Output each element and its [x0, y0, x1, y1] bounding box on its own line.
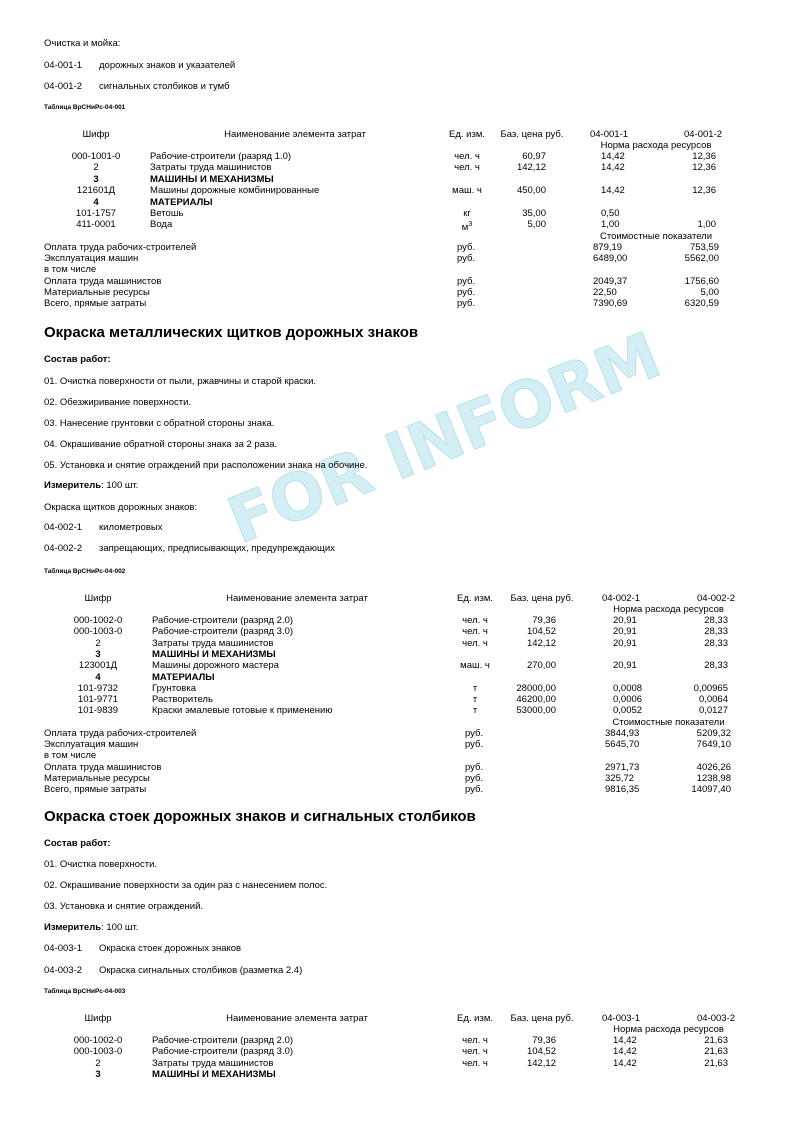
works-label: Состав работ: — [44, 354, 111, 365]
cost-name: в том числе — [44, 750, 97, 762]
row-value-1: 0,50 — [601, 208, 620, 219]
col-head-price: Баз. цена руб. — [510, 593, 574, 604]
work-item: 03. Установка и снятие ограждений. — [44, 901, 204, 912]
row-name: МАШИНЫ И МЕХАНИЗМЫ — [152, 1068, 276, 1080]
measure-value: : 100 шт. — [101, 480, 139, 491]
row-unit: чел. ч — [462, 637, 488, 649]
cost-name: Оплата труда машинистов — [44, 761, 162, 773]
norm-label: Норма расхода ресурсов — [600, 140, 712, 151]
cost-value-1: 2049,37 — [593, 275, 628, 287]
cost-value-1: 22,50 — [593, 287, 617, 298]
row-shifr: 4 — [93, 196, 99, 208]
row-value-2: 1,00 — [697, 219, 716, 231]
cost-value-2: 6320,59 — [684, 298, 719, 310]
row-name: Затраты труда машинистов — [150, 162, 272, 174]
cost-value-1: 5645,70 — [605, 739, 640, 750]
cost-value-1: 879,19 — [593, 241, 623, 253]
row-value-1: 20,91 — [613, 615, 637, 626]
row-name: Машины дорожные комбинированные — [150, 185, 320, 197]
item-text: Окраска стоек дорожных знаков — [99, 943, 242, 954]
cost-value-2: 5,00 — [700, 287, 719, 298]
row-value-2: 0,0064 — [698, 694, 728, 706]
row-price: 142,12 — [516, 162, 546, 174]
cost-label: Стоимостные показатели — [599, 230, 713, 242]
row-shifr: 000-1003-0 — [73, 1046, 123, 1058]
cost-unit: руб. — [465, 739, 484, 750]
section-title: Окраска металлических щитков дорожных знаков — [44, 324, 419, 341]
row-name: Машины дорожного мастера — [152, 660, 279, 672]
row-value-2: 12,36 — [692, 185, 716, 197]
row-unit: чел. ч — [462, 1057, 488, 1069]
row-name: МАТЕРИАЛЫ — [150, 196, 213, 208]
row-value-2: 28,33 — [704, 660, 728, 672]
work-item: 03. Нанесение грунтовки с обратной стороны знака. — [44, 418, 275, 429]
table-label: Таблица ВрСНиРс-04-002 — [44, 568, 126, 575]
measure-label: Измеритель — [44, 480, 102, 491]
cost-value-2: 14097,40 — [691, 784, 731, 796]
intro-text: Очистка и мойка: — [44, 38, 121, 49]
col-head-unit: Ед. изм. — [449, 129, 485, 140]
measure-value: : 100 шт. — [101, 922, 139, 933]
row-shifr: 3 — [93, 173, 99, 185]
row-shifr: 101-9771 — [77, 694, 119, 706]
row-unit: кг — [463, 208, 471, 219]
row-price: 79,36 — [532, 615, 556, 626]
row-unit: чел. ч — [462, 1046, 488, 1058]
col-head-name: Наименование элемента затрат — [226, 593, 368, 604]
row-price: 104,52 — [526, 626, 556, 638]
cost-value-2: 753,59 — [689, 241, 719, 253]
cost-value-2: 5209,32 — [696, 727, 731, 739]
row-value-2: 21,63 — [704, 1046, 728, 1058]
row-price: 60,97 — [522, 151, 546, 162]
row-price: 142,12 — [526, 637, 556, 649]
row-unit: маш. ч — [460, 660, 490, 672]
row-name: Грунтовка — [152, 682, 197, 694]
cost-unit: руб. — [465, 761, 484, 773]
row-unit: чел. ч — [454, 162, 480, 174]
col-head-c2: 04-003-2 — [696, 1013, 736, 1024]
norm-label: Норма расхода ресурсов — [613, 1024, 724, 1035]
row-price: 35,00 — [522, 208, 546, 219]
row-value-1: 14,42 — [613, 1046, 637, 1058]
table-label: Таблица ВрСНиРс-04-003 — [44, 988, 126, 995]
row-value-2: 21,63 — [704, 1057, 728, 1069]
works-label: Состав работ: — [44, 838, 111, 849]
row-name: МАШИНЫ И МЕХАНИЗМЫ — [152, 648, 276, 660]
cost-unit: руб. — [457, 298, 476, 310]
work-item: 02. Обезжиривание поверхности. — [44, 397, 192, 408]
row-value-2: 12,36 — [692, 162, 716, 174]
cost-value-2: 7649,10 — [696, 739, 731, 750]
row-name: Вода — [150, 219, 173, 231]
row-unit: чел. ч — [462, 1035, 488, 1046]
cost-name: Эксплуатация машин — [44, 253, 139, 265]
row-price: 104,52 — [526, 1046, 556, 1058]
cost-value-2: 4026,26 — [696, 761, 731, 773]
row-unit: чел. ч — [462, 626, 488, 638]
row-name: Ветошь — [150, 208, 184, 219]
row-shifr: 123001Д — [78, 660, 118, 672]
norm-label: Норма расхода ресурсов — [613, 604, 724, 615]
row-name: Рабочие-строители (разряд 2.0) — [152, 1035, 294, 1046]
table-label: Таблица ВрСНиРс-04-001 — [44, 104, 126, 111]
cost-value-1: 7390,69 — [593, 298, 628, 310]
col-head-shifr: Шифр — [84, 593, 112, 604]
item-text: километровых — [99, 522, 163, 533]
row-value-1: 20,91 — [613, 660, 637, 672]
row-name: Растворитель — [152, 694, 213, 706]
col-head-c1: 04-002-1 — [601, 593, 641, 604]
cost-unit: руб. — [457, 253, 476, 265]
row-unit: $м^3$ — [461, 221, 473, 234]
work-item: 05. Установка и снятие ограждений при расположении знака на обочине. — [44, 460, 368, 471]
cost-unit: руб. — [465, 784, 484, 796]
row-value-1: 14,42 — [601, 185, 625, 197]
row-value-2: 0,00965 — [693, 682, 728, 694]
row-name: Затраты труда машинистов — [152, 1057, 274, 1069]
row-name: Рабочие-строители (разряд 1.0) — [150, 151, 292, 162]
col-head-shifr: Шифр — [82, 129, 110, 140]
row-name: МАТЕРИАЛЫ — [152, 671, 215, 683]
cost-name: Оплата труда рабочих-строителей — [44, 241, 197, 253]
cost-unit: руб. — [457, 275, 476, 287]
row-shifr: 2 — [95, 637, 101, 649]
row-price: 142,12 — [526, 1057, 556, 1069]
row-value-1: 0,0052 — [613, 705, 643, 717]
row-name: Рабочие-строители (разряд 3.0) — [152, 626, 294, 638]
row-price: 5,00 — [527, 219, 546, 231]
col-head-c2: 04-001-2 — [683, 129, 723, 140]
cost-value-1: 3844,93 — [605, 727, 640, 739]
row-price: 53000,00 — [516, 705, 556, 717]
item-code: 04-002-2 — [44, 543, 83, 554]
col-head-name: Наименование элемента затрат — [226, 1013, 368, 1024]
row-price: 270,00 — [526, 660, 556, 672]
item-text: дорожных знаков и указателей — [99, 60, 236, 71]
section-title: Окраска стоек дорожных знаков и сигнальных столбиков — [44, 808, 476, 825]
row-unit: т — [472, 705, 478, 717]
cost-name: Оплата труда рабочих-строителей — [44, 727, 197, 739]
cost-unit: руб. — [465, 727, 484, 739]
cost-unit: руб. — [457, 287, 476, 298]
row-shifr: 4 — [95, 671, 101, 683]
row-price: 79,36 — [532, 1035, 556, 1046]
cost-name: Оплата труда машинистов — [44, 275, 162, 287]
col-head-c1: 04-003-1 — [601, 1013, 641, 1024]
work-item: 01. Очистка поверхности. — [44, 859, 158, 870]
measure — [44, 480, 138, 491]
row-unit: чел. ч — [454, 151, 480, 162]
row-value-1: 20,91 — [613, 626, 637, 638]
col-head-c2: 04-002-2 — [696, 593, 736, 604]
row-value-2: 12,36 — [692, 151, 716, 162]
item-code: 04-001-1 — [44, 60, 83, 71]
row-name: Затраты труда машинистов — [152, 637, 274, 649]
row-value-2: 28,33 — [704, 626, 728, 638]
row-shifr: 101-9732 — [77, 682, 119, 694]
item-code: 04-001-2 — [44, 81, 83, 92]
row-value-1: 0,0008 — [613, 682, 643, 694]
col-head-price: Баз. цена руб. — [510, 1013, 574, 1024]
cost-name: Материальные ресурсы — [44, 772, 150, 784]
col-head-unit: Ед. изм. — [457, 1013, 493, 1024]
cost-value-1: 2971,73 — [605, 761, 640, 773]
row-value-1: 14,42 — [601, 162, 625, 174]
row-name: МАШИНЫ И МЕХАНИЗМЫ — [150, 173, 274, 185]
row-value-2: 0,0127 — [698, 705, 728, 717]
unit-superscript: 3 — [468, 221, 473, 229]
row-price: 28000,00 — [516, 682, 556, 694]
row-unit: т — [472, 682, 478, 694]
cost-value-1: 6489,00 — [593, 253, 628, 265]
row-shifr: 000-1001-0 — [71, 151, 121, 162]
cost-value-2: 1238,98 — [696, 772, 731, 784]
col-head-shifr: Шифр — [84, 1013, 112, 1024]
row-shifr: 000-1002-0 — [73, 615, 123, 626]
row-shifr: 411-0001 — [76, 219, 116, 231]
item-code: 04-002-1 — [44, 522, 83, 533]
row-value-1: 14,42 — [601, 151, 625, 162]
cost-label: Стоимостные показатели — [612, 716, 725, 728]
row-shifr: 000-1003-0 — [73, 626, 123, 638]
row-value-1: 14,42 — [613, 1035, 637, 1046]
item-text: сигнальных столбиков и тумб — [99, 81, 230, 92]
row-price: 46200,00 — [516, 694, 556, 706]
cost-name: в том числе — [44, 264, 97, 276]
cost-name: Материальные ресурсы — [44, 287, 150, 298]
cost-value-1: 325,72 — [605, 772, 635, 784]
col-head-name: Наименование элемента затрат — [224, 129, 366, 140]
cost-name: Всего, прямые затраты — [44, 298, 147, 310]
measure — [44, 922, 138, 933]
cost-value-2: 5562,00 — [684, 253, 719, 265]
row-value-1: 20,91 — [613, 637, 637, 649]
cost-name: Всего, прямые затраты — [44, 784, 147, 796]
row-name: Краски эмалевые готовые к применению — [152, 705, 333, 717]
row-value-2: 28,33 — [704, 637, 728, 649]
item-code: 04-003-2 — [44, 965, 83, 976]
watermark-text: FOR INFORM.RU — [218, 297, 682, 560]
row-name: Рабочие-строители (разряд 2.0) — [152, 615, 294, 626]
cost-value-2: 1756,60 — [684, 275, 719, 287]
work-item: 01. Очистка поверхности от пыли, ржавчины и старой краски. — [44, 376, 317, 387]
row-value-1: 1,00 — [601, 219, 620, 231]
row-unit: маш. ч — [452, 185, 482, 197]
row-unit: т — [472, 694, 478, 706]
row-value-1: 14,42 — [613, 1057, 637, 1069]
cost-name: Эксплуатация машин — [44, 739, 139, 750]
item-text: запрещающих, предписывающих, предупреждающих — [99, 543, 335, 554]
col-head-c1: 04-001-1 — [589, 129, 629, 140]
item-text: Окраска сигнальных столбиков (разметка 2.4) — [99, 965, 303, 976]
row-shifr: 101-9839 — [77, 705, 119, 717]
row-shifr: 2 — [95, 1057, 101, 1069]
item-code: 04-003-1 — [44, 943, 83, 954]
row-shifr: 101-1757 — [75, 208, 117, 219]
row-price: 450,00 — [516, 185, 546, 197]
col-head-price: Баз. цена руб. — [500, 129, 564, 140]
row-value-2: 28,33 — [704, 615, 728, 626]
row-shifr: 3 — [95, 1068, 101, 1080]
row-unit: чел. ч — [462, 615, 488, 626]
work-item: 02. Окрашивание поверхности за один раз с нанесением полос. — [44, 880, 328, 891]
row-value-1: 0,0006 — [613, 694, 643, 706]
row-shifr: 000-1002-0 — [73, 1035, 123, 1046]
work-item: 04. Окрашивание обратной стороны знака за 2 раза. — [44, 439, 278, 450]
row-shifr: 3 — [95, 648, 101, 660]
row-name: Рабочие-строители (разряд 3.0) — [152, 1046, 294, 1058]
cost-unit: руб. — [457, 241, 476, 253]
row-value-2: 21,63 — [704, 1035, 728, 1046]
row-shifr: 2 — [93, 162, 99, 174]
intro-text: Окраска щитков дорожных знаков: — [44, 502, 198, 513]
measure-label: Измеритель — [44, 922, 102, 933]
row-shifr: 121601Д — [76, 185, 116, 197]
cost-value-1: 9816,35 — [605, 784, 640, 796]
cost-unit: руб. — [465, 772, 484, 784]
col-head-unit: Ед. изм. — [457, 593, 493, 604]
